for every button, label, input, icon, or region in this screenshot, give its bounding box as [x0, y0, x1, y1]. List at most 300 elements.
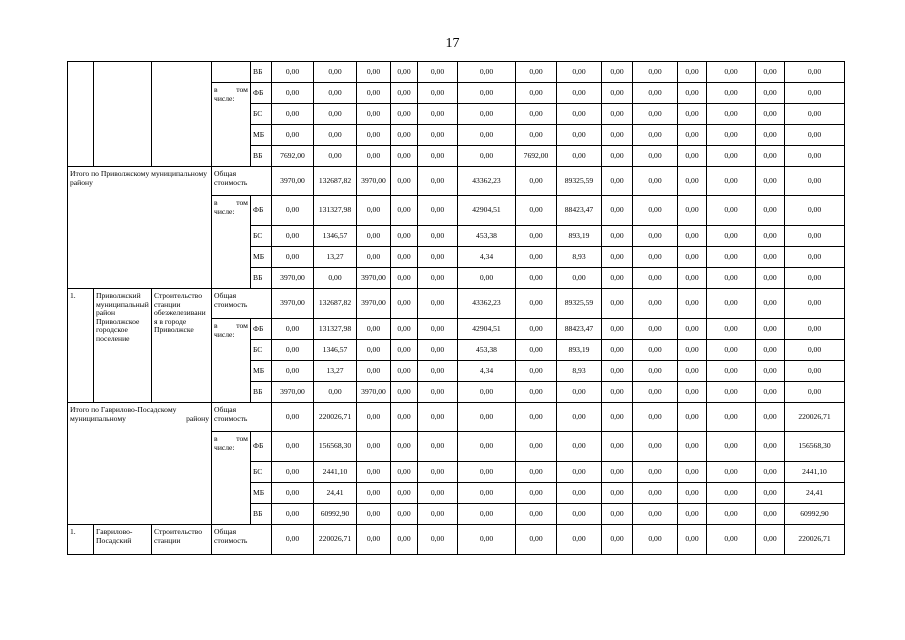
source-cell: ФБ	[251, 196, 272, 226]
including-label-line-2: числе:	[214, 206, 235, 216]
source-cell: БС	[251, 226, 272, 247]
value-cell: 0,00	[633, 340, 678, 361]
value-cell: 0,00	[458, 462, 516, 483]
value-cell: 0,00	[633, 196, 678, 226]
value-cell: 0,00	[314, 83, 357, 104]
value-cell: 0,00	[458, 504, 516, 525]
value-cell: 0,00	[516, 319, 557, 340]
value-cell: 0,00	[633, 361, 678, 382]
value-cell: 0,00	[516, 247, 557, 268]
value-cell: 0,00	[756, 83, 785, 104]
value-cell: 0,00	[418, 432, 458, 462]
value-cell: 3970,00	[272, 289, 314, 319]
value-cell: 0,00	[458, 125, 516, 146]
source-cell: ФБ	[251, 83, 272, 104]
page-number: 17	[445, 36, 460, 51]
source-cell: ВБ	[251, 382, 272, 403]
value-cell: 0,00	[678, 62, 707, 83]
value-cell: 0,00	[557, 146, 602, 167]
value-cell: 0,00	[602, 167, 633, 196]
value-cell: 0,00	[557, 432, 602, 462]
value-cell: 0,00	[272, 483, 314, 504]
value-cell: 0,00	[602, 382, 633, 403]
value-cell: 0,00	[707, 104, 756, 125]
value-cell: 7692,00	[272, 146, 314, 167]
value-cell: 0,00	[756, 340, 785, 361]
value-cell: 0,00	[357, 125, 391, 146]
value-cell: 43362,23	[458, 167, 516, 196]
value-cell: 0,00	[391, 268, 418, 289]
object-name: Строительство станции	[152, 525, 212, 555]
source-cell: МБ	[251, 361, 272, 382]
value-cell: 0,00	[756, 196, 785, 226]
source-cell: БС	[251, 340, 272, 361]
value-cell: 0,00	[756, 462, 785, 483]
value-cell: 0,00	[785, 196, 845, 226]
value-cell: 0,00	[418, 462, 458, 483]
value-cell: 0,00	[602, 361, 633, 382]
including-label-line-2: числе:	[214, 442, 235, 452]
value-cell: 0,00	[707, 319, 756, 340]
value-cell: 0,00	[272, 462, 314, 483]
value-cell: 0,00	[314, 62, 357, 83]
value-cell: 0,00	[516, 403, 557, 432]
value-cell: 0,00	[756, 146, 785, 167]
value-cell: 0,00	[707, 247, 756, 268]
value-cell: 0,00	[418, 62, 458, 83]
value-cell: 0,00	[678, 319, 707, 340]
value-cell: 0,00	[602, 525, 633, 555]
value-cell: 0,00	[357, 83, 391, 104]
source-cell: ВБ	[251, 62, 272, 83]
value-cell: 0,00	[707, 83, 756, 104]
value-cell: 0,00	[272, 525, 314, 555]
value-cell: 1346,57	[314, 340, 357, 361]
budget-table	[67, 61, 845, 555]
source-cell: МБ	[251, 125, 272, 146]
value-cell: 0,00	[707, 196, 756, 226]
value-cell: 0,00	[272, 340, 314, 361]
value-cell: 0,00	[633, 83, 678, 104]
value-cell: 13,27	[314, 247, 357, 268]
value-cell: 0,00	[458, 432, 516, 462]
value-cell: 0,00	[272, 319, 314, 340]
value-cell: 0,00	[391, 432, 418, 462]
value-cell: 0,00	[707, 340, 756, 361]
value-cell: 0,00	[557, 403, 602, 432]
value-cell: 0,00	[357, 432, 391, 462]
including-label-line-1: в том	[214, 321, 248, 330]
section-total-title: Итого по Гаврилово-Посадскому муниципальному району	[68, 403, 212, 525]
value-cell: 0,00	[357, 525, 391, 555]
value-cell: 0,00	[633, 289, 678, 319]
value-cell: 0,00	[707, 403, 756, 432]
source-cell: ФБ	[251, 319, 272, 340]
value-cell: 0,00	[602, 104, 633, 125]
source-cell: ВБ	[251, 146, 272, 167]
value-cell: 0,00	[633, 104, 678, 125]
value-cell: 0,00	[272, 196, 314, 226]
value-cell: 0,00	[314, 146, 357, 167]
value-cell: 0,00	[516, 167, 557, 196]
value-cell: 0,00	[707, 361, 756, 382]
value-cell: 3970,00	[272, 268, 314, 289]
value-cell: 0,00	[633, 382, 678, 403]
value-cell: 0,00	[602, 403, 633, 432]
value-cell: 0,00	[357, 196, 391, 226]
value-cell: 0,00	[633, 268, 678, 289]
value-cell: 0,00	[557, 83, 602, 104]
value-cell: 453,38	[458, 340, 516, 361]
value-cell: 0,00	[678, 268, 707, 289]
value-cell: 0,00	[557, 483, 602, 504]
value-cell: 0,00	[602, 247, 633, 268]
value-cell: 220026,71	[785, 525, 845, 555]
value-cell: 156568,30	[785, 432, 845, 462]
value-cell: 220026,71	[314, 525, 357, 555]
value-cell: 0,00	[357, 146, 391, 167]
value-cell: 88423,47	[557, 319, 602, 340]
value-cell: 0,00	[314, 125, 357, 146]
value-cell: 0,00	[272, 83, 314, 104]
value-cell: 0,00	[418, 361, 458, 382]
object-cell	[152, 62, 212, 167]
value-cell: 0,00	[314, 382, 357, 403]
value-cell: 0,00	[785, 289, 845, 319]
value-cell: 0,00	[458, 525, 516, 555]
value-cell: 0,00	[602, 83, 633, 104]
value-cell: 0,00	[516, 125, 557, 146]
value-cell: 0,00	[458, 62, 516, 83]
value-cell: 0,00	[272, 125, 314, 146]
value-cell: 0,00	[785, 340, 845, 361]
value-cell: 0,00	[516, 361, 557, 382]
district-name: Гаврилово-Посадский	[94, 525, 152, 555]
value-cell: 0,00	[633, 504, 678, 525]
value-cell: 0,00	[516, 83, 557, 104]
value-cell: 131327,98	[314, 319, 357, 340]
value-cell: 0,00	[458, 268, 516, 289]
value-cell: 0,00	[756, 268, 785, 289]
value-cell: 2441,10	[314, 462, 357, 483]
value-cell: 0,00	[707, 268, 756, 289]
total-cost-label: Общая стоимость	[212, 403, 272, 432]
value-cell: 0,00	[458, 146, 516, 167]
value-cell: 0,00	[678, 226, 707, 247]
source-cell: ВБ	[251, 268, 272, 289]
value-cell: 0,00	[357, 361, 391, 382]
value-cell: 0,00	[418, 167, 458, 196]
value-cell: 0,00	[707, 432, 756, 462]
value-cell: 0,00	[391, 167, 418, 196]
value-cell: 0,00	[756, 62, 785, 83]
value-cell: 0,00	[678, 403, 707, 432]
value-cell: 0,00	[678, 83, 707, 104]
value-cell: 0,00	[391, 483, 418, 504]
value-cell: 0,00	[633, 403, 678, 432]
value-cell: 0,00	[391, 403, 418, 432]
value-cell: 0,00	[785, 226, 845, 247]
including-label	[212, 319, 251, 403]
value-cell: 0,00	[602, 62, 633, 83]
value-cell: 0,00	[458, 403, 516, 432]
value-cell: 0,00	[391, 361, 418, 382]
value-cell: 0,00	[633, 462, 678, 483]
value-cell: 0,00	[516, 340, 557, 361]
value-cell: 0,00	[707, 504, 756, 525]
value-cell: 3970,00	[272, 382, 314, 403]
value-cell: 0,00	[418, 196, 458, 226]
value-cell: 0,00	[357, 462, 391, 483]
value-cell: 0,00	[314, 104, 357, 125]
including-label-line-2: числе:	[214, 329, 235, 339]
value-cell: 3970,00	[357, 289, 391, 319]
value-cell: 0,00	[391, 504, 418, 525]
value-cell: 0,00	[557, 268, 602, 289]
value-cell: 0,00	[785, 268, 845, 289]
value-cell: 0,00	[707, 525, 756, 555]
value-cell: 0,00	[516, 382, 557, 403]
value-cell: 0,00	[785, 83, 845, 104]
value-cell: 0,00	[272, 504, 314, 525]
value-cell: 0,00	[756, 525, 785, 555]
section-total-title: Итого по Приволжскому муниципальному району	[68, 167, 212, 289]
value-cell: 0,00	[391, 146, 418, 167]
total-row	[68, 167, 845, 196]
value-cell: 0,00	[633, 247, 678, 268]
value-cell: 0,00	[678, 361, 707, 382]
value-cell: 0,00	[707, 62, 756, 83]
value-cell: 0,00	[633, 483, 678, 504]
value-cell: 0,00	[707, 167, 756, 196]
value-cell: 0,00	[633, 125, 678, 146]
value-cell: 0,00	[785, 104, 845, 125]
value-cell: 0,00	[516, 268, 557, 289]
value-cell: 0,00	[557, 62, 602, 83]
value-cell: 0,00	[785, 167, 845, 196]
value-cell: 0,00	[756, 247, 785, 268]
value-cell: 3970,00	[357, 167, 391, 196]
value-cell: 0,00	[516, 432, 557, 462]
value-cell: 89325,59	[557, 167, 602, 196]
value-cell: 42904,51	[458, 319, 516, 340]
source-cell: МБ	[251, 483, 272, 504]
value-cell: 0,00	[516, 104, 557, 125]
value-cell: 0,00	[418, 268, 458, 289]
total-cost-label: Общая стоимость	[212, 525, 272, 555]
value-cell: 3970,00	[272, 167, 314, 196]
value-cell: 0,00	[756, 167, 785, 196]
including-label-line-2: числе:	[214, 93, 235, 103]
value-cell: 0,00	[357, 226, 391, 247]
number-cell	[68, 62, 94, 167]
value-cell: 0,00	[678, 462, 707, 483]
value-cell: 0,00	[418, 146, 458, 167]
value-cell: 0,00	[678, 196, 707, 226]
value-cell: 0,00	[516, 525, 557, 555]
value-cell: 0,00	[516, 226, 557, 247]
value-cell: 0,00	[391, 226, 418, 247]
value-cell: 0,00	[602, 483, 633, 504]
value-cell: 24,41	[314, 483, 357, 504]
value-cell: 0,00	[602, 196, 633, 226]
value-cell: 0,00	[678, 504, 707, 525]
value-cell: 60992,90	[785, 504, 845, 525]
total-cost-label: Общая стоимость	[212, 167, 272, 196]
value-cell: 0,00	[391, 104, 418, 125]
value-cell: 0,00	[756, 483, 785, 504]
value-cell: 0,00	[391, 83, 418, 104]
value-cell: 0,00	[678, 340, 707, 361]
value-cell: 43362,23	[458, 289, 516, 319]
value-cell: 0,00	[707, 382, 756, 403]
total-cost-label: Общая стоимость	[212, 289, 272, 319]
value-cell: 3970,00	[357, 268, 391, 289]
value-cell: 0,00	[785, 62, 845, 83]
value-cell: 0,00	[357, 104, 391, 125]
value-cell: 0,00	[391, 525, 418, 555]
district-name: Приволжский муниципальный район Приволжское городское поселение	[94, 289, 152, 403]
value-cell: 4,34	[458, 247, 516, 268]
value-cell: 0,00	[602, 319, 633, 340]
value-cell: 0,00	[557, 462, 602, 483]
value-cell: 0,00	[756, 382, 785, 403]
value-cell: 0,00	[391, 340, 418, 361]
value-cell: 42904,51	[458, 196, 516, 226]
value-cell: 0,00	[678, 483, 707, 504]
value-cell: 0,00	[602, 146, 633, 167]
value-cell: 0,00	[391, 196, 418, 226]
value-cell: 0,00	[357, 403, 391, 432]
value-cell: 0,00	[707, 483, 756, 504]
value-cell: 0,00	[756, 504, 785, 525]
including-label-line-1: в том	[214, 198, 248, 207]
value-cell: 0,00	[357, 62, 391, 83]
value-cell: 0,00	[391, 382, 418, 403]
value-cell: 0,00	[602, 340, 633, 361]
value-cell: 0,00	[418, 340, 458, 361]
value-cell: 0,00	[516, 483, 557, 504]
value-cell: 0,00	[678, 525, 707, 555]
value-cell: 893,19	[557, 340, 602, 361]
item-number: 1.	[68, 525, 94, 555]
value-cell: 0,00	[418, 125, 458, 146]
value-cell: 453,38	[458, 226, 516, 247]
value-cell: 0,00	[272, 247, 314, 268]
value-cell: 89325,59	[557, 289, 602, 319]
value-cell: 0,00	[272, 403, 314, 432]
value-cell: 0,00	[418, 319, 458, 340]
value-cell: 2441,10	[785, 462, 845, 483]
value-cell: 0,00	[418, 525, 458, 555]
value-cell: 0,00	[314, 268, 357, 289]
value-cell: 0,00	[458, 83, 516, 104]
value-cell: 0,00	[516, 196, 557, 226]
value-cell: 0,00	[391, 319, 418, 340]
source-cell: МБ	[251, 247, 272, 268]
value-cell: 1346,57	[314, 226, 357, 247]
value-cell: 131327,98	[314, 196, 357, 226]
value-cell: 220026,71	[314, 403, 357, 432]
including-label	[212, 83, 251, 167]
value-cell: 0,00	[272, 62, 314, 83]
value-cell: 0,00	[516, 462, 557, 483]
value-cell: 0,00	[418, 247, 458, 268]
object-name: Строительство станции обезжелезивания в городе Приволжске	[152, 289, 212, 403]
value-cell: 0,00	[633, 146, 678, 167]
value-cell: 0,00	[707, 462, 756, 483]
value-cell: 0,00	[602, 289, 633, 319]
district-cell	[94, 62, 152, 167]
value-cell: 0,00	[557, 525, 602, 555]
value-cell: 0,00	[557, 504, 602, 525]
value-cell: 0,00	[678, 125, 707, 146]
item-row	[68, 289, 845, 319]
value-cell: 0,00	[707, 146, 756, 167]
value-cell: 0,00	[602, 226, 633, 247]
value-cell: 0,00	[357, 340, 391, 361]
value-cell: 0,00	[516, 289, 557, 319]
value-cell: 0,00	[602, 125, 633, 146]
value-cell: 0,00	[707, 125, 756, 146]
value-cell: 893,19	[557, 226, 602, 247]
value-cell: 0,00	[678, 247, 707, 268]
value-cell: 88423,47	[557, 196, 602, 226]
value-cell: 0,00	[785, 125, 845, 146]
value-cell: 220026,71	[785, 403, 845, 432]
value-cell: 0,00	[418, 104, 458, 125]
including-label	[212, 432, 251, 525]
value-cell: 60992,90	[314, 504, 357, 525]
value-cell: 0,00	[633, 432, 678, 462]
value-cell: 0,00	[557, 104, 602, 125]
total-row	[68, 403, 845, 432]
value-cell: 0,00	[633, 226, 678, 247]
value-cell: 0,00	[357, 504, 391, 525]
value-cell: 0,00	[756, 125, 785, 146]
value-cell: 4,34	[458, 361, 516, 382]
value-cell: 0,00	[785, 361, 845, 382]
value-cell: 0,00	[785, 146, 845, 167]
source-cell: ВБ	[251, 504, 272, 525]
value-cell: 0,00	[756, 432, 785, 462]
value-cell: 0,00	[357, 483, 391, 504]
value-cell: 0,00	[391, 125, 418, 146]
value-cell: 0,00	[418, 483, 458, 504]
including-label-line-1: в том	[214, 85, 248, 94]
blank-label-cell	[212, 62, 251, 83]
value-cell: 0,00	[756, 226, 785, 247]
source-cell: БС	[251, 462, 272, 483]
value-cell: 8,93	[557, 361, 602, 382]
value-cell: 0,00	[458, 104, 516, 125]
value-cell: 0,00	[357, 319, 391, 340]
value-cell: 0,00	[418, 289, 458, 319]
value-cell: 0,00	[602, 268, 633, 289]
value-cell: 0,00	[391, 247, 418, 268]
value-cell: 0,00	[272, 361, 314, 382]
value-cell: 0,00	[633, 525, 678, 555]
value-cell: 24,41	[785, 483, 845, 504]
value-cell: 132687,82	[314, 289, 357, 319]
value-cell: 0,00	[557, 382, 602, 403]
value-cell: 8,93	[557, 247, 602, 268]
value-cell: 0,00	[418, 504, 458, 525]
value-cell: 13,27	[314, 361, 357, 382]
value-cell: 0,00	[557, 125, 602, 146]
source-cell: ФБ	[251, 432, 272, 462]
value-cell: 0,00	[633, 319, 678, 340]
